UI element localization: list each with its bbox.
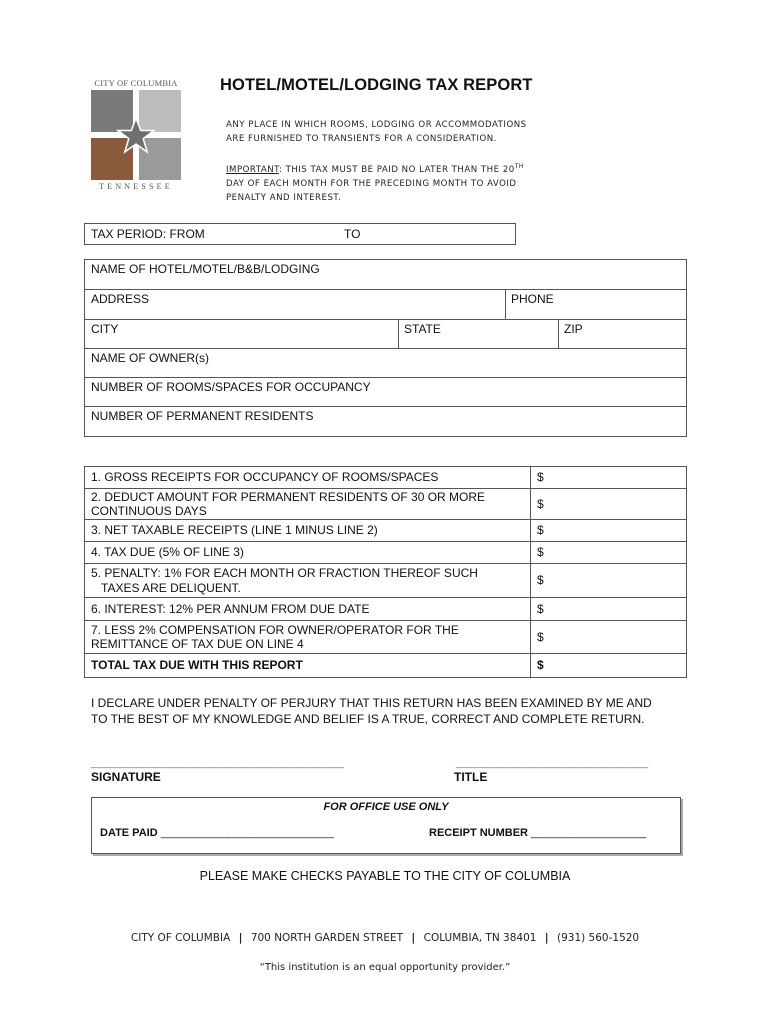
- receipt-number-field[interactable]: [429, 827, 647, 839]
- line-7-label: [85, 621, 531, 654]
- date-paid-line[interactable]: ___________________________: [160, 827, 334, 839]
- tax-period-box[interactable]: [84, 223, 516, 245]
- date-paid-field[interactable]: [100, 827, 334, 839]
- rooms-row[interactable]: [85, 377, 686, 407]
- residents-label: NUMBER OF PERMANENT RESIDENTS: [91, 409, 314, 423]
- line-7-text-b: REMITTANCE OF TAX DUE ON LINE 4: [91, 637, 304, 651]
- line-4-label: 4. TAX DUE (5% OF LINE 3): [85, 542, 531, 564]
- date-paid-label: DATE PAID: [100, 827, 158, 839]
- line-2-label: [85, 489, 531, 520]
- total-amount[interactable]: $: [531, 654, 687, 678]
- line-7-text-a: 7. LESS 2% COMPENSATION FOR OWNER/OPERATOR FOR THE: [91, 622, 459, 637]
- line-3-amount[interactable]: $: [531, 520, 687, 542]
- logo-bottom-text: TENNESSEE: [99, 182, 173, 191]
- form-title: HOTEL/MOTEL/LODGING TAX REPORT: [220, 76, 533, 94]
- title-label: TITLE: [454, 770, 488, 784]
- checks-payable-note: PLEASE MAKE CHECKS PAYABLE TO THE CITY OF COLUMBIA: [199, 869, 571, 883]
- footer-location: COLUMBIA, TN 38401: [423, 932, 537, 944]
- footer-separator: |: [544, 932, 549, 944]
- state-label: STATE: [404, 322, 441, 336]
- phone-label: PHONE: [511, 292, 554, 306]
- star-icon: [116, 116, 156, 156]
- line-2-amount[interactable]: $: [531, 489, 687, 520]
- receipt-number-line[interactable]: __________________: [531, 827, 647, 839]
- address-row[interactable]: [85, 289, 686, 320]
- line-1-row: [85, 467, 687, 489]
- city-logo: [88, 78, 184, 196]
- address-label: ADDRESS: [91, 292, 150, 306]
- footer-street: 700 NORTH GARDEN STREET: [250, 932, 404, 944]
- line-2-text-a: 2. DEDUCT AMOUNT FOR PERMANENT RESIDENTS OF 30 OR MORE: [91, 489, 486, 504]
- important-notice: [226, 160, 524, 205]
- tax-calculation-table: [84, 466, 687, 678]
- description-line-1: ANY PLACE IN WHICH ROOMS, LODGING OR ACCOMMODATIONS: [226, 120, 527, 130]
- line-2-text-b: CONTINUOUS DAYS: [91, 504, 207, 518]
- line-6-row: [85, 598, 687, 621]
- hotel-name-label: NAME OF HOTEL/MOTEL/B&B/LODGING: [91, 262, 320, 276]
- description-line-2: ARE FURNISHED TO TRANSIENTS FOR A CONSIDERATION.: [226, 134, 497, 144]
- line-4-amount[interactable]: $: [531, 542, 687, 564]
- line-5-amount[interactable]: $: [531, 564, 687, 598]
- line-3-label: 3. NET TAXABLE RECEIPTS (LINE 1 MINUS LINE 2): [85, 520, 531, 542]
- important-line-2: DAY OF EACH MONTH FOR THE PRECEDING MONTH TO AVOID: [226, 178, 517, 189]
- owner-row[interactable]: [85, 348, 686, 378]
- line-5-label: [85, 564, 531, 598]
- header-description: [226, 118, 527, 146]
- line-1-label: 1. GROSS RECEIPTS FOR OCCUPANCY OF ROOMS/SPACES: [85, 467, 531, 489]
- total-label: TOTAL TAX DUE WITH THIS REPORT: [85, 654, 531, 678]
- total-row: [85, 654, 687, 678]
- business-info-box: [84, 259, 687, 437]
- footer-separator: |: [238, 932, 243, 944]
- office-use-box: [91, 797, 681, 854]
- line-6-label: 6. INTEREST: 12% PER ANNUM FROM DUE DATE: [85, 598, 531, 621]
- signature-line[interactable]: ______________________________________________: [91, 758, 345, 768]
- line-2-row: [85, 489, 687, 520]
- zip-label: ZIP: [564, 322, 583, 336]
- rooms-label: NUMBER OF ROOMS/SPACES FOR OCCUPANCY: [91, 380, 371, 394]
- important-line-3: PENALTY AND INTEREST.: [226, 192, 342, 203]
- receipt-number-label: RECEIPT NUMBER: [429, 827, 529, 839]
- line-5-row: [85, 564, 687, 598]
- footer-separator: |: [411, 932, 416, 944]
- footer-city: CITY OF COLUMBIA: [130, 932, 231, 944]
- title-line[interactable]: ___________________________________: [456, 758, 649, 768]
- logo-top-text: CITY OF COLUMBIA: [94, 78, 178, 88]
- signature-label: SIGNATURE: [91, 770, 161, 784]
- equal-opportunity-statement: “This institution is an equal opportunity provider.”: [259, 962, 511, 973]
- line-3-row: [85, 520, 687, 542]
- important-text: : THIS TAX MUST BE PAID NO LATER THAN THE 20: [278, 164, 515, 175]
- line-1-amount[interactable]: $: [531, 467, 687, 489]
- line-5-text-a: 5. PENALTY: 1% FOR EACH MONTH OR FRACTION THEREOF SUCH: [91, 566, 478, 580]
- divider: [558, 320, 559, 349]
- city-row[interactable]: [85, 319, 686, 349]
- divider: [398, 320, 399, 349]
- line-4-row: [85, 542, 687, 564]
- office-use-heading: FOR OFFICE USE ONLY: [323, 801, 449, 813]
- important-sup: TH: [514, 163, 524, 170]
- line-7-row: [85, 621, 687, 654]
- line-5-text-b: TAXES ARE DELIQUENT.: [101, 580, 241, 595]
- declaration-text: I DECLARE UNDER PENALTY OF PERJURY THAT THIS RETURN HAS BEEN EXAMINED BY ME AND TO THE BEST OF MY KNOWLEDGE AND BELIEF IS A TRUE, CORRECT AND COMPLETE RETURN.: [91, 696, 652, 726]
- footer-address: [0, 932, 770, 944]
- footer-phone: (931) 560-1520: [556, 932, 640, 944]
- line-7-amount[interactable]: $: [531, 621, 687, 654]
- tax-period-from-label: TAX PERIOD: FROM: [91, 227, 205, 241]
- tax-period-to-label: TO: [344, 227, 361, 241]
- city-label: CITY: [91, 322, 119, 336]
- important-label: IMPORTANT: [226, 164, 279, 175]
- residents-row[interactable]: [85, 406, 686, 437]
- owner-label: NAME OF OWNER(s): [91, 351, 209, 365]
- divider: [505, 290, 506, 320]
- line-6-amount[interactable]: $: [531, 598, 687, 621]
